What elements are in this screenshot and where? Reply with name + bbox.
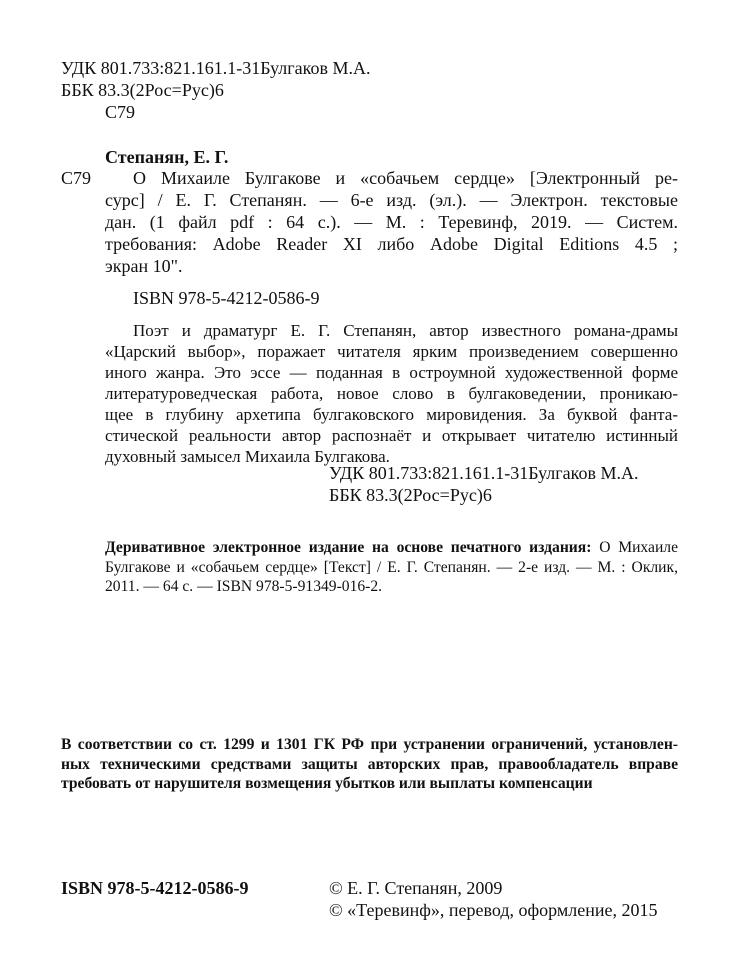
legal-line: требовать от нарушителя возмещения убытков или выплаты компенсации [61, 775, 593, 792]
bib-line: дан. (1 файл pdf : 64 с.). — М. : Теревинф, 2019. — Систем. [105, 212, 678, 232]
annotation-line: стической реальности автор распознаёт и открывает читателю истинный [105, 426, 678, 445]
derivative-line: 2011. — 64 с. — ISBN 978-5-91349-016-2. [105, 578, 383, 595]
annotation-codes [329, 462, 639, 506]
annotation-udk: УДК 801.733:821.161.1-31Булгаков М.А. [329, 463, 639, 483]
derivative-note [105, 538, 678, 597]
derivative-title-start: О Михаиле [591, 539, 678, 556]
legal-line: ных техническими средствами защиты авторских прав, правообладатель вправе [61, 755, 678, 773]
bib-line: требования: Adobe Reader XI либо Adobe Digital Editions 4.5 ; [105, 234, 678, 254]
bib-line: сурс] / Е. Г. Степанян. — 6-е изд. (эл.). — Электрон. текстовые [105, 190, 678, 210]
udk-code: УДК 801.733:821.161.1-31Булгаков М.А. [61, 58, 371, 78]
copyright-publisher: © «Теревинф», перевод, оформление, 2015 [329, 900, 658, 920]
author-heading: Степанян, Е. Г. [105, 147, 229, 167]
derivative-line [105, 538, 678, 558]
legal-notice [61, 735, 678, 794]
derivative-line: Булгакове и «собачьем сердце» [Текст] / Е. Г. Степанян. — 2-е изд. — М. : Оклик, [105, 558, 678, 576]
copyright-author: © Е. Г. Степанян, 2009 [329, 878, 503, 898]
derivative-label: Деривативное электронное издание на основе печатного издания: [105, 539, 592, 556]
bib-isbn: ISBN 978-5-4212-0586-9 [133, 288, 320, 308]
annotation [105, 320, 678, 467]
annotation-line: щее в глубину архетипа булгаковского мировидения. За буквой фанта- [105, 405, 678, 424]
bib-line: О Михаиле Булгакове и «собачьем сердце» [Электронный ре- [133, 168, 678, 188]
annotation-line: иного жанра. Это эссе — поданная в остроумной художественной форме [105, 363, 678, 382]
bbk-code: ББК 83.3(2Рос=Рус)6 [61, 80, 224, 100]
annotation-line: «Царский выбор», поражает читателя ярким произведением совершенно [105, 342, 678, 361]
top-codes [61, 57, 371, 123]
annotation-line: литературоведческая работа, новое слово в булгаковедении, проникаю- [105, 384, 678, 403]
legal-line: В соответствии со ст. 1299 и 1301 ГК РФ при устранении ограничений, установлен- [61, 736, 678, 753]
annotation-line: духовный замысел Михаила Булгакова. [105, 447, 390, 466]
bib-description [105, 167, 678, 277]
author-mark: С79 [105, 102, 136, 122]
copyright-block [329, 877, 658, 921]
footer-isbn: ISBN 978-5-4212-0586-9 [61, 878, 249, 898]
annotation-line: Поэт и драматург Е. Г. Степанян, автор известного романа-драмы [133, 321, 678, 340]
annotation-bbk: ББК 83.3(2Рос=Рус)6 [329, 485, 492, 505]
bib-author-mark: С79 [61, 168, 92, 188]
bib-line: экран 10". [105, 256, 183, 276]
